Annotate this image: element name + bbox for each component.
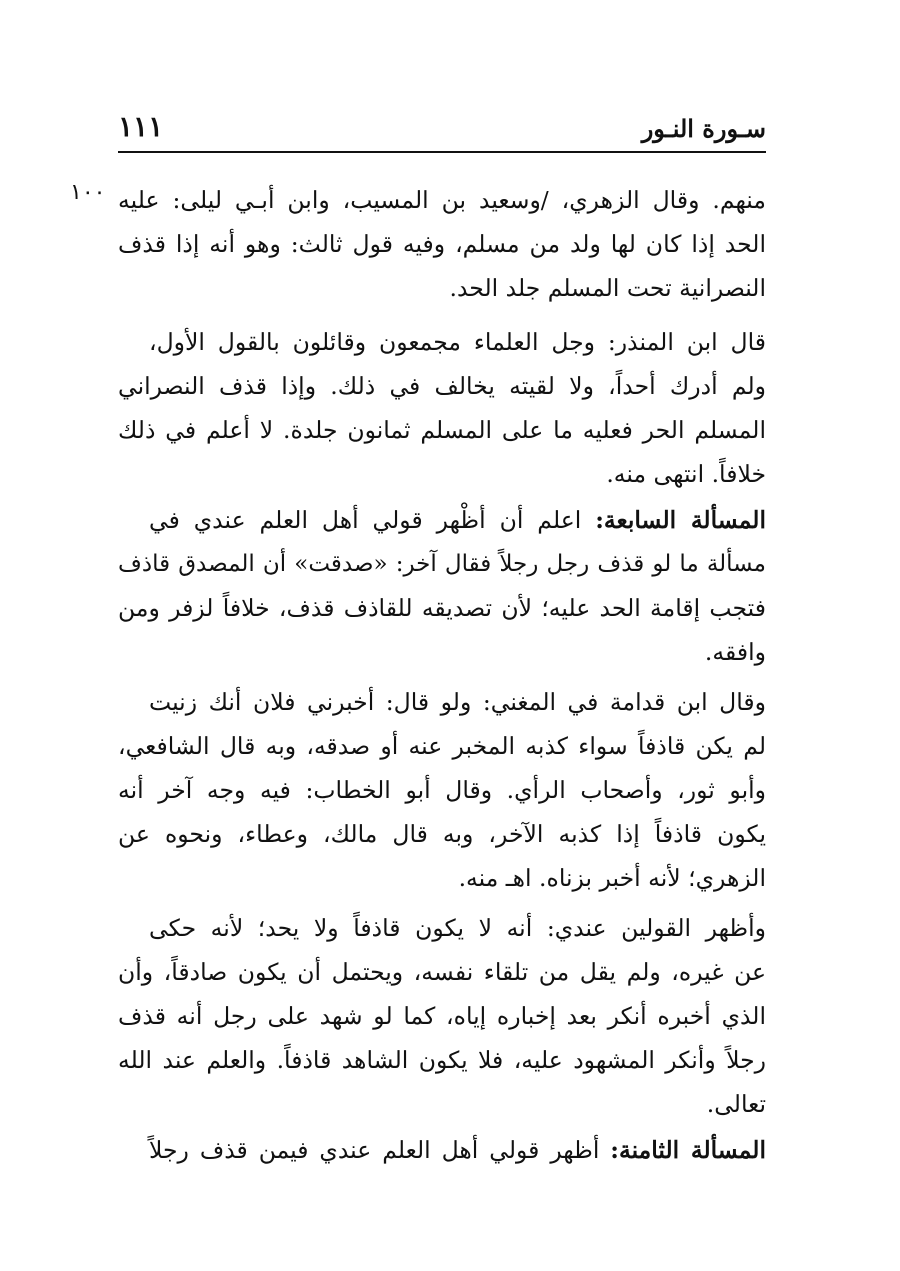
paragraph-line: الزهري؛ لأنه أخبر بزناه. اهـ منه. [458, 864, 766, 892]
section-heading: المسألة الثامنة: [610, 1136, 766, 1164]
paragraph-line: الذي أخبره أنكر بعد إخباره إياه، كما لو شهد على رجل أنه قذف [118, 1002, 766, 1030]
paragraph-line: لم يكن قاذفاً سواء كذبه المخبر عنه أو صدقه، وبه قال الشافعي، [118, 732, 766, 760]
paragraph-line: ولم أدرك أحداً، ولا لقيته يخالف في ذلك. وإذا قذف النصراني [118, 372, 766, 400]
paragraph-line: وقال ابن قدامة في المغني: ولو قال: أخبرني فلان أنك زنيت [149, 688, 766, 716]
page-number: ١١١ [118, 110, 164, 143]
paragraph-line-with-heading [149, 1128, 766, 1172]
surah-title: سـورة النـور [641, 114, 766, 143]
paragraph-line: رجلاً وأنكر المشهود عليه، فلا يكون الشاهد قاذفاً. والعلم عند الله [118, 1046, 766, 1074]
paragraph-line: مسألة ما لو قذف رجل رجلاً فقال آخر: «صدقت» أن المصدق قاذف [118, 551, 766, 577]
margin-page-reference: ١٠٠ [70, 180, 106, 205]
paragraph-line: منهم. وقال الزهري، /وسعيد بن المسيب، وابن أبـي ليلى: عليه [118, 186, 766, 214]
paragraph-line: تعالى. [706, 1090, 766, 1118]
paragraph-line: الحد إذا كان لها ولد من مسلم، وفيه قول ثالث: وهو أنه إذا قذف [118, 230, 766, 258]
paragraph-line: يكون قاذفاً إذا كذبه الآخر، وبه قال مالك، وعطاء، ونحوه عن [118, 820, 766, 848]
paragraph-text: اعلم أن أظْهر قولي أهل العلم عندي في [149, 506, 582, 534]
paragraph-line: النصرانية تحت المسلم جلد الحد. [449, 274, 766, 302]
paragraph-line: فتجب إقامة الحد عليه؛ لأن تصديقه للقاذف قذف، خلافاً لزفر ومن [118, 594, 766, 622]
paragraph-line: خلافاً. انتهى منه. [606, 460, 766, 488]
section-heading: المسألة السابعة: [595, 506, 766, 534]
header-divider [118, 151, 766, 153]
paragraph-line: وافقه. [704, 638, 766, 666]
paragraph-line: وأظهر القولين عندي: أنه لا يكون قاذفاً ولا يحد؛ لأنه حكى [149, 914, 766, 942]
page-header [118, 108, 766, 152]
paragraph-line: وأبو ثور، وأصحاب الرأي. وقال أبو الخطاب: فيه وجه آخر أنه [118, 776, 766, 804]
paragraph-line: المسلم الحر فعليه ما على المسلم ثمانون جلدة. لا أعلم في ذلك [118, 416, 766, 444]
paragraph-line: عن غيره، ولم يقل من تلقاء نفسه، ويحتمل أن يكون صادقاً، وأن [118, 958, 766, 986]
paragraph-text: أظهر قولي أهل العلم عندي فيمن قذف رجلاً [149, 1136, 600, 1164]
paragraph-line-with-heading [149, 498, 766, 542]
paragraph-line: قال ابن المنذر: وجل العلماء مجمعون وقائلون بالقول الأول، [149, 328, 766, 356]
